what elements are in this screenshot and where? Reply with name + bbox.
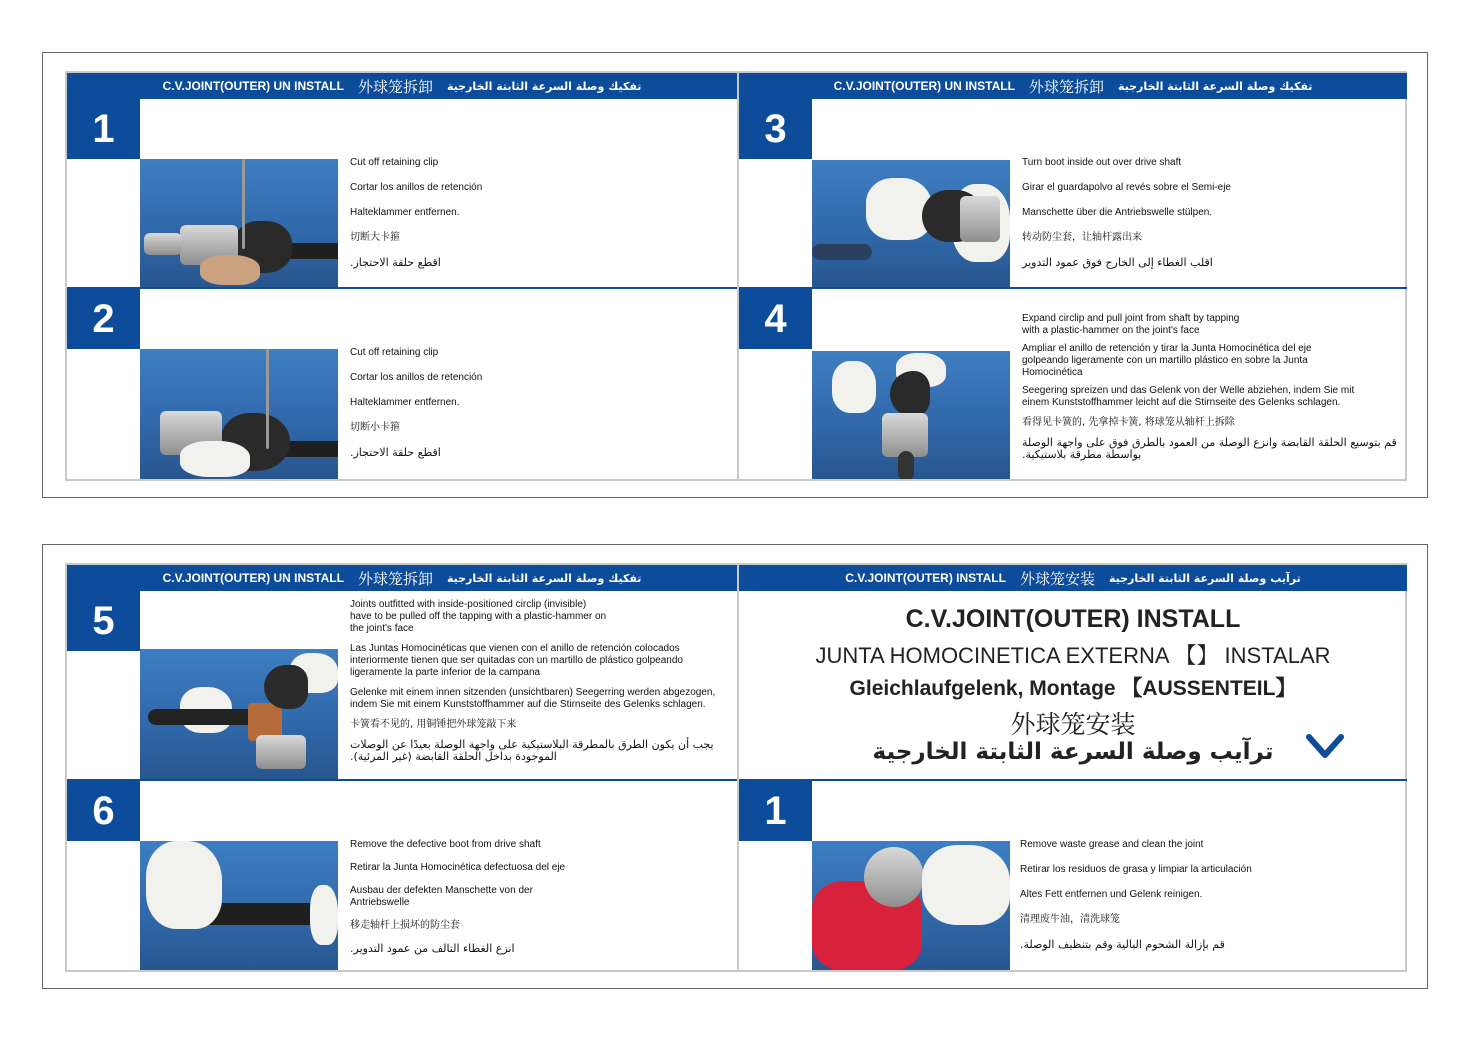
step-number: 6 (67, 781, 140, 841)
step-text (350, 157, 482, 282)
header-zh: 外球笼安装 (1019, 569, 1095, 588)
step-number: 4 (739, 289, 812, 349)
header-uninstall-right (739, 73, 1407, 99)
header-ar: تفكيك وصلة السرعة الثابتة الخارجية (446, 79, 642, 93)
step-text (350, 347, 482, 472)
step-photo (812, 841, 1010, 970)
step-photo (140, 349, 338, 479)
step-number: 1 (739, 781, 812, 841)
step-6 (67, 781, 737, 970)
step-number: 1 (67, 99, 140, 159)
header-zh: 外球笼拆卸 (357, 569, 433, 588)
step-photo (140, 841, 338, 970)
bottom-sheet (42, 544, 1428, 989)
step-text-en: Cut off retaining clip (350, 157, 439, 168)
step-photo (812, 160, 1010, 287)
step-5 (67, 591, 737, 779)
bottom-grid (65, 563, 1407, 972)
step-text-de: Altes Fett entfernen und Gelenk reinigen. (1020, 889, 1203, 900)
step-number: 3 (739, 99, 812, 159)
step-text-ar: يجب أن يكون الطرق بالمطرقة البلاستيكية على واجهة الوصلة بعيدًا عن الوصلات الموجودة بداخل الحلقة القابضة (غير المرئية). (350, 738, 714, 763)
step-text-en: Cut off retaining clip (350, 347, 439, 358)
header-en: C.V.JOINT(OUTER) UN INSTALL (162, 571, 344, 585)
step-text (350, 839, 565, 968)
step-text-en: Remove waste grease and clean the joint (1020, 839, 1204, 850)
step-text-en: Joints outfitted with inside-positioned circlip (invisible) have to be pulled off the tapping with a plastic-hammer on the joint's face (350, 599, 607, 634)
step-photo (140, 159, 338, 287)
install-title-ar: ترآيب وصلة السرعة الثابتة الخارجية (872, 739, 1274, 765)
top-sheet (42, 52, 1428, 498)
step-text-zh: 切断大卡箍 (350, 232, 400, 243)
step-text (1020, 839, 1252, 964)
header-uninstall-left (67, 73, 737, 99)
header-uninstall-left (67, 565, 737, 591)
top-grid (65, 71, 1407, 481)
step-photo (812, 351, 1010, 479)
step-text-ar: اقطع حلقة الاحتجاز. (350, 446, 441, 459)
header-zh: 外球笼拆卸 (357, 77, 433, 96)
header-ar: تفكيك وصلة السرعة الثابتة الخارجية (1117, 79, 1313, 93)
header-ar: ترآيب وصلة السرعة الثابتة الخارجية (1108, 571, 1301, 585)
step-text-zh: 切断小卡箍 (350, 422, 400, 433)
step-text (350, 599, 715, 776)
step-text-en: Turn boot inside out over drive shaft (1022, 157, 1182, 168)
step-text-en: Expand circlip and pull joint from shaft by tapping with a plastic-hammer on the joint's face (1022, 313, 1240, 336)
step-1 (67, 99, 737, 287)
step-text-de: Gelenke mit einem innen sitzenden (unsichtbaren) Seegerring werden abgezogen, indem Sie mit einem Kunststoffhammer auf die Stirnseite des Gelenks schlagen. (350, 687, 716, 710)
step-text-zh: 转动防尘套，让轴杆露出来 (1022, 232, 1142, 243)
install-title-en: C.V.JOINT(OUTER) INSTALL (905, 605, 1241, 633)
step-text-de: Manschette über die Antriebswelle stülpen. (1022, 207, 1213, 218)
header-en: C.V.JOINT(OUTER) INSTALL (845, 571, 1006, 585)
step-text-en: Remove the defective boot from drive shaft (350, 839, 541, 850)
header-ar: تفكيك وصلة السرعة الثابتة الخارجية (446, 571, 642, 585)
step-text-zh: 移走轴杆上损坏的防尘套 (350, 920, 460, 931)
install-title-panel (739, 591, 1407, 779)
step-text-ar: قم بإزالة الشحوم البالية وقم بتنظيف الوصلة. (1020, 938, 1225, 951)
step-text-es: Retirar la Junta Homocinética defectuosa del eje (350, 862, 566, 873)
install-step-1 (739, 781, 1407, 970)
step-text-es: Retirar los residuos de grasa y limpiar la articulación (1020, 864, 1252, 875)
step-text-ar: اقلب الغطاء إلى الخارج فوق عمود التدوير (1022, 256, 1213, 269)
step-text-zh: 看得见卡簧的, 先拿掉卡簧, 将球笼从轴杆上拆除 (1022, 417, 1235, 428)
step-3 (739, 99, 1407, 287)
step-text-de: Ausbau der defekten Manschette von der Antriebswelle (350, 885, 533, 908)
step-text-de: Halteklammer entfernen. (350, 207, 460, 218)
step-2 (67, 289, 737, 479)
header-en: C.V.JOINT(OUTER) UN INSTALL (162, 79, 344, 93)
step-text-es: Cortar los anillos de retención (350, 182, 483, 193)
install-title-zh: 外球笼安装 (1010, 710, 1136, 739)
step-text-zh: 清理废牛油，清洗球笼 (1020, 914, 1120, 925)
step-text (1022, 157, 1231, 282)
step-photo (140, 649, 338, 779)
step-text-es: Cortar los anillos de retención (350, 372, 483, 383)
header-en: C.V.JOINT(OUTER) UN INSTALL (833, 79, 1015, 93)
step-text-es: Girar el guardapolvo al revés sobre el Semi-eje (1022, 182, 1231, 193)
step-text-es: Ampliar el anillo de retención y tirar la Junta Homocinética del eje golpeando ligeramente con un martillo plástico en sobre la Junta Homocinética (1022, 343, 1312, 378)
step-text-ar: اقطع حلقة الاحتجاز. (350, 256, 441, 269)
step-number: 5 (67, 591, 140, 651)
step-text-ar: انزع الغطاء التالف من عمود التدوير. (350, 942, 515, 955)
header-zh: 外球笼拆卸 (1028, 77, 1104, 96)
step-text (1022, 313, 1397, 474)
step-text-ar: قم بتوسيع الحلقة القابضة وانزع الوصلة من العمود بالطرق فوق على واجهة الوصلة بواسطة مطرقة بلاستيكية. (1022, 436, 1397, 461)
step-4 (739, 289, 1407, 479)
install-title-de: Gleichlaufgelenk, Montage 【AUSSENTEIL】 (849, 677, 1297, 700)
step-text-de: Halteklammer entfernen. (350, 397, 460, 408)
chevron-down-icon (1305, 731, 1345, 761)
header-install (739, 565, 1407, 591)
step-number: 2 (67, 289, 140, 349)
install-title-es: JUNTA HOMOCINETICA EXTERNA 【】 INSTALAR (815, 643, 1331, 668)
step-text-es: Las Juntas Homocinéticas que vienen con el anillo de retención colocados interiormente tienen que ser quitadas con un martillo de plástico golpeando ligeramente la parte inferior de la campana (350, 643, 683, 678)
step-text-zh: 卡簧看不见的, 用铜锤把外球笼敲下来 (350, 719, 517, 730)
step-text-de: Seegering spreizen und das Gelenk von der Welle abziehen, indem Sie mit einem Kunststoffhammer leicht auf die Stirnseite des Gelenks schlagen. (1022, 385, 1355, 408)
